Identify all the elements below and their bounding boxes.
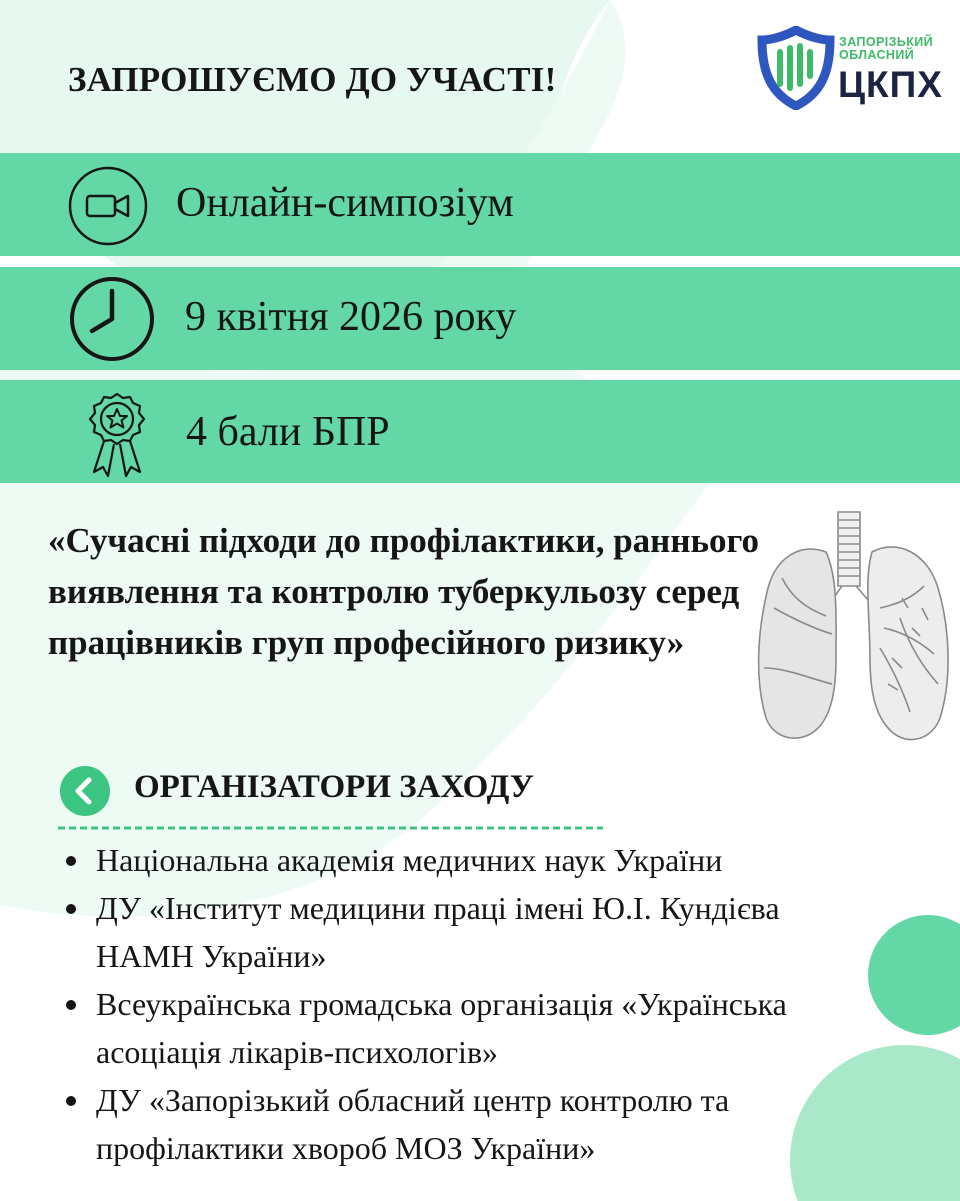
organization-logo (756, 26, 946, 110)
list-item (66, 1076, 866, 1172)
logo-line-2: ОБЛАСНИЙ (839, 48, 915, 62)
list-item (66, 884, 866, 980)
event-topic: «Сучасні підходи до профілактики, раннього виявлення та контролю туберкульозу серед працівників груп професійного ризику» (48, 521, 760, 662)
event-credits: 4 бали БПР (186, 409, 390, 455)
bullet (66, 856, 76, 866)
section-divider (58, 824, 603, 832)
bullet (66, 1000, 76, 1010)
chevron-left-icon (60, 766, 110, 816)
event-format: Онлайн-симпозіум (176, 180, 514, 226)
logo-name: ЦКПХ (838, 64, 943, 105)
logo-line-1: ЗАПОРІЗЬКИЙ (839, 35, 934, 49)
credits-band (0, 380, 960, 483)
lungs-icon (752, 508, 952, 753)
award-medal-icon (78, 390, 156, 482)
bullet (66, 1096, 76, 1106)
organizer-name: ДУ «Запорізький обласний центр контролю та профілактики хвороб МОЗ України» (96, 1082, 730, 1166)
video-camera-icon (68, 166, 148, 246)
list-item (66, 836, 866, 884)
date-band (0, 267, 960, 370)
organizers-heading: ОРГАНІЗАТОРИ ЗАХОДУ (134, 769, 534, 805)
page-title: ЗАПРОШУЄМО ДО УЧАСТІ! (68, 60, 557, 99)
clock-icon (68, 275, 156, 363)
organizer-name: ДУ «Інститут медицини праці імені Ю.І. Кундієва НАМН України» (96, 890, 780, 974)
back-button[interactable] (60, 766, 110, 816)
format-band (0, 153, 960, 256)
organizer-name: Всеукраїнська громадська організація «Українська асоціація лікарів-психологів» (96, 986, 787, 1070)
organizers-list (66, 836, 866, 1172)
bullet (66, 904, 76, 914)
organizer-name: Національна академія медичних наук України (96, 842, 723, 878)
event-date: 9 квітня 2026 року (185, 294, 517, 340)
shield-logo-icon (756, 26, 836, 110)
list-item (66, 980, 866, 1076)
